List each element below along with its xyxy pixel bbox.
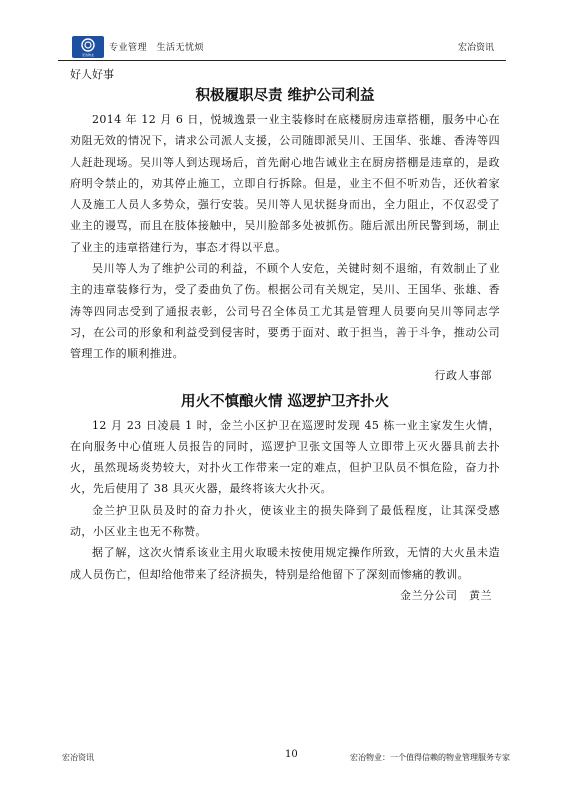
page-footer: [62, 749, 510, 766]
article-paragraph: 据了解，这次火情系该业主用火取暖未按使用规定操作所致，无情的大火虽未造成人员伤亡，但却给他带来了经济损失，特别是给他留下了深刻而惨痛的教训。: [70, 546, 500, 581]
article-paragraph: 吴川等人为了维护公司的利益，不顾个人安危，关键时刻不退缩，有效制止了业主的违章装修行为，受了委曲负了伤。根据公司有关规定，吴川、王国华、张雄、香涛等四同志受到了通报表彰，公司号召全体员工尤其是管理人员要向吴川等同志学习，在公司的形象和利益受到侵害时，要勇于面对、敢于担当，善于斗争，推动公司管理工作的顺利推进。: [70, 262, 500, 361]
logo-text: 宏冶物业: [81, 53, 94, 57]
logo-emblem-icon: [81, 38, 95, 52]
header-brand: 宏冶资讯: [457, 43, 494, 53]
header-divider: [58, 60, 506, 61]
article-signature: 行政人事部: [434, 368, 492, 382]
page-content: [70, 66, 500, 607]
section-tag: 好人好事: [70, 68, 114, 81]
article-title: 用火不慎酿火情 巡逻护卫齐扑火: [180, 393, 390, 410]
article-signature: 金兰分公司 黄兰: [400, 588, 492, 602]
header-slogan: 专业管理 生活无忧烦: [109, 43, 205, 53]
article-paragraph: 金兰护卫队员及时的奋力扑火，使该业主的损失降到了最低程度，让其深受感动，小区业主也无不称赞。: [70, 503, 500, 539]
company-logo: [72, 36, 104, 58]
page-number: 10: [285, 749, 298, 760]
article-paragraph: 2014 年 12 月 6 日，悦城逸景一业主装修时在底楼厨房违章搭棚，服务中心在劝阻无效的情况下，请求公司派人支援，公司随即派吴川、王国华、张雄、香涛等四人赶赴现场。吴川等人到达现场后，首先耐心地告诫业主在厨房搭棚是违章的，是政府明令禁止的，劝其停止施工，立即自行拆除。但是，业主不但不听劝告，还伙着家人及施工人员人多势众，强行安装。吴川等人见状挺身而出，全力阻止，不仅忍受了业主的谩骂，而且在肢体接触中，吴川脸部多处被抓伤。随后派出所民警到场，制止了业主的违章搭建行为，事态才得以平息。: [70, 113, 500, 254]
article-title: 积极履职尽责 维护公司利益: [195, 88, 375, 104]
page-header: [58, 36, 506, 60]
footer-slogan: 宏冶物业：一个值得信赖的物业管理服务专家: [350, 753, 510, 762]
article-paragraph: 12 月 23 日凌晨 1 时，金兰小区护卫在巡逻时发现 45 栋一业主家发生火情，在向服务中心值班人员报告的同时，巡逻护卫张文国等人立即带上灭火器具前去扑火，虽然现场炎势较大，对扑火工作带来一定的难点，但护卫队员不惧危险，奋力扑火，先后使用了 38 具灭火器，最终将该大火扑灭。: [70, 418, 500, 496]
footer-brand: 宏冶资讯: [62, 753, 94, 762]
